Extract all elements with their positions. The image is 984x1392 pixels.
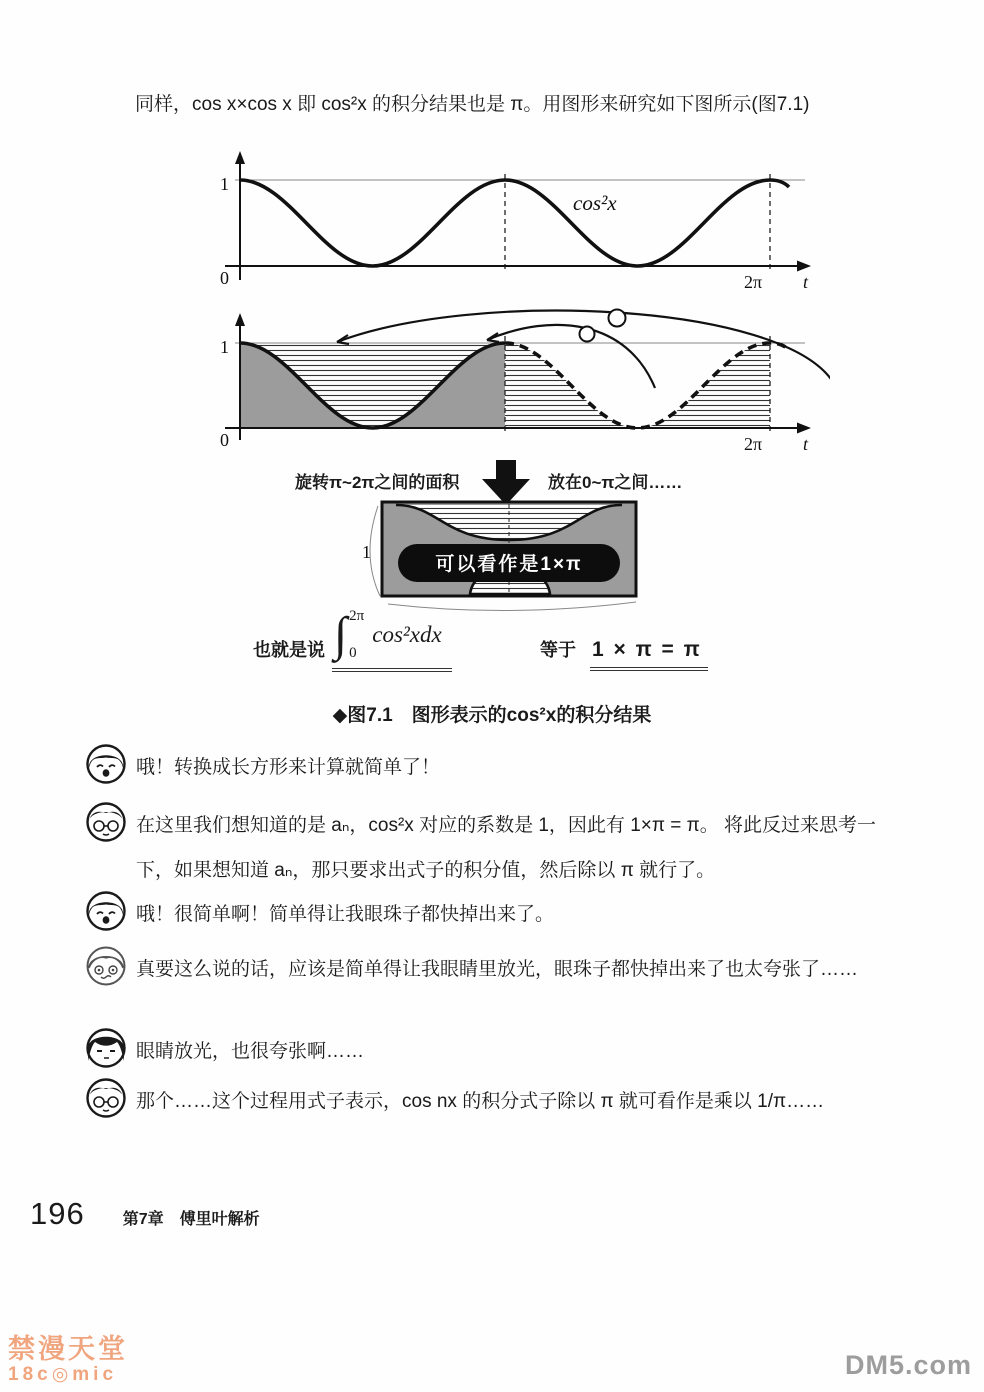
curve-label: cos²x — [573, 191, 617, 215]
origin-label: 0 — [220, 268, 229, 288]
dialogue-row-5 — [86, 1030, 914, 1075]
dialogue-text: 真要这么说的话，应该是简单得让我眼睛里放光，眼珠子都快掉出来了也太夸张了…… — [136, 959, 859, 980]
dialogue-row-2 — [86, 804, 914, 893]
avatar-girl-glasses-icon — [86, 1078, 126, 1123]
y-tick-one: 1 — [220, 337, 229, 357]
rotation-circle-icon — [609, 310, 626, 327]
y-axis-arrowhead-icon — [235, 151, 245, 164]
avatar-girl-excited-icon — [86, 891, 126, 936]
avatar-girl-deadpan-icon — [86, 1028, 126, 1073]
dialogue-text: 眼睛放光，也很夸张啊…… — [136, 1041, 365, 1062]
dialogue-row-6 — [86, 1080, 914, 1125]
rect-pill-label: 可以看作是1×π — [435, 554, 583, 575]
watermark-dm5: DM5.com — [845, 1350, 973, 1380]
dialogue-row-4 — [86, 948, 914, 993]
watermark-18comic — [8, 1336, 128, 1384]
dialogue-text: 在这里我们想知道的是 aₙ，cos²x 对应的系数是 1，因此有 1×π = π。 将此反过来思考一下，如果想知道 aₙ，那只要求出式子的积分值，然后除以 π 就行了。 — [136, 815, 877, 881]
cos-squared-curve — [240, 180, 789, 266]
page-number: 196 — [30, 1196, 85, 1231]
origin-label: 0 — [220, 430, 229, 450]
t-axis-label: t — [803, 434, 809, 454]
hatched-area-pi-to-two-pi — [505, 343, 770, 428]
watermark-18comic-line1: 禁漫天堂 — [8, 1334, 128, 1364]
equals-expression — [540, 636, 708, 671]
watermark-18comic-line2: 18c◎mic — [8, 1364, 118, 1385]
equals-value: 1 × π = π — [590, 638, 708, 671]
transform-left-label: 旋转π~2π之间的面积 — [295, 473, 460, 492]
integral-sign: ∫ — [334, 608, 348, 661]
x-axis-arrowhead-icon — [797, 423, 811, 434]
intro-paragraph: 同样，cos x×cos x 即 cos²x 的积分结果也是 π。用图形来研究如下图所示(图7.1) — [135, 94, 810, 115]
x-tick-two-pi: 2π — [743, 434, 763, 454]
avatar-girl-glasses-icon — [86, 802, 126, 847]
t-axis-label: t — [803, 272, 809, 292]
integral-upper-limit: 2π — [349, 608, 365, 624]
cos-squared-graph-area — [185, 298, 830, 476]
x-axis-arrowhead-icon — [797, 261, 811, 272]
avatar-girl-excited-icon — [86, 744, 126, 789]
height-one-label: 1 — [362, 542, 371, 562]
dialogue-text: 那个……这个过程用式子表示，cos nx 的积分式子除以 π 就可看作是乘以 1/π…… — [136, 1091, 825, 1112]
formula-lead: 也就是说 — [253, 640, 325, 660]
chapter-title: 第7章 傅里叶解析 — [122, 1211, 260, 1228]
cos-squared-graph-top — [185, 148, 830, 298]
dialogue-text: 哦！很简单啊！简单得让我眼珠子都快掉出来了。 — [136, 904, 555, 925]
integral-limits — [349, 608, 364, 662]
y-axis-arrowhead-icon — [235, 313, 245, 326]
page-footer — [30, 1196, 260, 1232]
rotation-circle-icon — [580, 327, 595, 342]
height-brace — [370, 506, 380, 596]
y-tick-one: 1 — [220, 174, 229, 194]
transform-right-label: 放在0~π之间…… — [548, 473, 683, 492]
x-tick-two-pi: 2π — [743, 272, 763, 292]
integral-lower-limit: 0 — [349, 645, 357, 661]
dialogue-row-3 — [86, 893, 914, 938]
equals-lead: 等于 — [540, 640, 576, 660]
dialogue-text: 哦！转换成长方形来计算就简单了！ — [136, 757, 441, 778]
one-times-pi-rectangle — [352, 496, 662, 620]
avatar-girl-dizzy-icon — [86, 946, 126, 991]
dialogue-row-1 — [86, 746, 914, 791]
integral-expression — [332, 608, 452, 672]
integrand: cos²xdx — [372, 622, 442, 647]
figure-caption: ◆图7.1 图形表示的cos²x的积分结果 — [332, 705, 652, 726]
